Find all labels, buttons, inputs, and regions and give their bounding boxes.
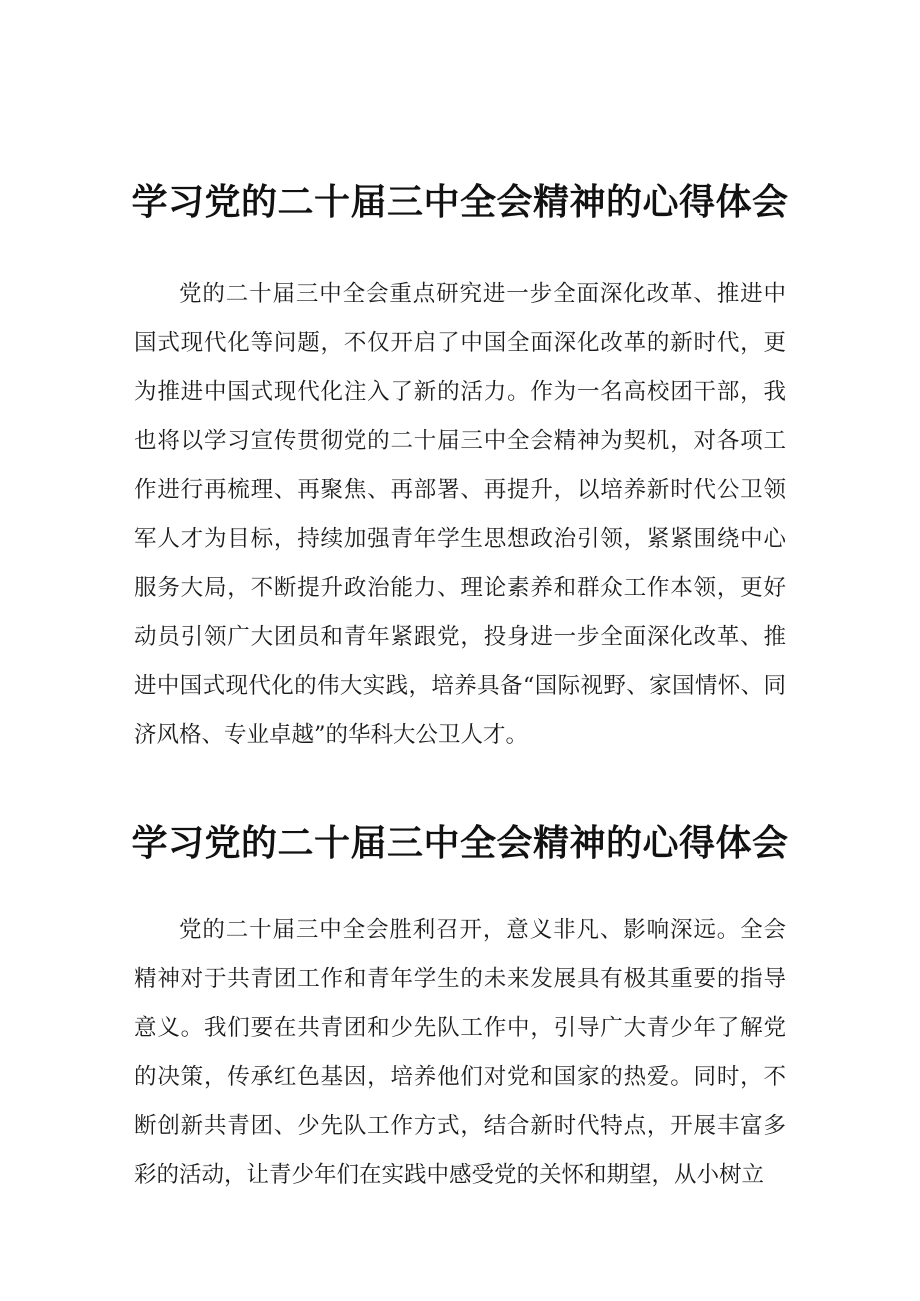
section-1-paragraph: 党的二十届三中全会重点研究进一步全面深化改革、推进中国式现代化等问题，不仅开启了中国全面深化改革的新时代，更为推进中国式现代化注入了新的活力。作为一名高校团干部，我也将以学习宣传贯彻党的二十届三中全会精神为契机，对各项工作进行再梳理、再聚焦、再部署、再提升，以培养新时代公卫领军人才为目标，持续加强青年学生思想政治引领，紧紧围绕中心服务大局，不断提升政治能力、理论素养和群众工作本领，更好动员引领广大团员和青年紧跟党，投身进一步全面深化改革、推进中国式现代化的伟大实践，培养具备“国际视野、家国情怀、同济风格、专业卓越”的华科大公卫人才。 [134,281,786,748]
section-2-title: 学习党的二十届三中全会精神的心得体会 [131,823,789,864]
section-1-title: 学习党的二十届三中全会精神的心得体会 [131,182,789,223]
section-2-paragraph: 党的二十届三中全会胜利召开，意义非凡、影响深远。全会精神对于共青团工作和青年学生的未来发展具有极其重要的指导意义。我们要在共青团和少先队工作中，引导广大青少年了解党的决策，传承红色基因，培养他们对党和国家的热爱。同时，不断创新共青团、少先队工作方式，结合新时代特点，开展丰富多彩的活动，让青少年们在实践中感受党的关怀和期望，从小树立 [134,917,786,1188]
